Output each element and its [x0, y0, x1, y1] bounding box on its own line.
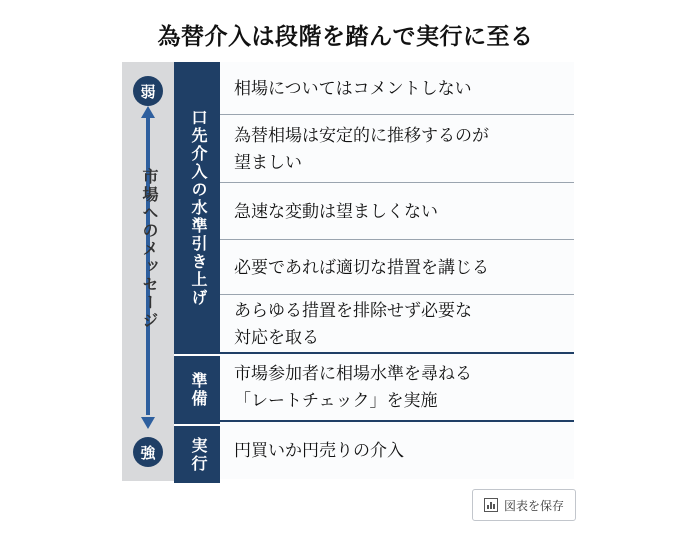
item-line: 市場参加者に相場水準を尋ねる [234, 364, 472, 383]
list-item [220, 422, 574, 479]
item-line: あらゆる措置を排除せず必要な [234, 300, 472, 320]
save-chart-button[interactable] [472, 489, 576, 521]
item-line: 対応を取る [234, 327, 319, 347]
item-line: 相場についてはコメントしない [234, 78, 472, 98]
stage-chart [122, 62, 574, 481]
stage-label: 準備 [189, 372, 206, 408]
list-item [220, 115, 574, 183]
page-title: 為替介入は段階を踏んで実行に至る [157, 23, 534, 49]
stage-label: 実行 [189, 436, 206, 473]
stage-execution [174, 426, 220, 483]
badge-strong: 強 [133, 437, 163, 467]
arrow-head-up-icon [141, 106, 155, 118]
list-item [220, 240, 574, 295]
stage-preparation [174, 356, 220, 426]
stage-verbal-intervention [174, 62, 220, 356]
item-line: 望ましい [234, 152, 302, 172]
badge-weak: 弱 [133, 76, 163, 106]
item-line: 「レートチェック」を実施 [234, 391, 438, 410]
stage-label: 口先介入の水準引き上げ [189, 109, 206, 307]
stage-item-column [220, 62, 574, 481]
message-axis-label: 市場へのメッセージ [140, 168, 157, 330]
item-line: 為替相場は安定的に推移するのが [234, 125, 489, 145]
arrow-head-down-icon [141, 417, 155, 429]
item-line: 必要であれば適切な措置を講じる [234, 257, 489, 277]
item-line: 円買いか円売りの介入 [234, 441, 404, 460]
list-item [220, 354, 574, 422]
message-arrow [122, 106, 174, 437]
list-item [220, 295, 574, 354]
stage-label-column [174, 62, 220, 481]
save-chart-label: 図表を保存 [503, 498, 564, 513]
market-message-axis [122, 62, 174, 481]
chart-icon [484, 498, 498, 512]
item-line: 急速な変動は望ましくない [234, 201, 438, 221]
list-item [220, 183, 574, 240]
list-item [220, 62, 574, 115]
